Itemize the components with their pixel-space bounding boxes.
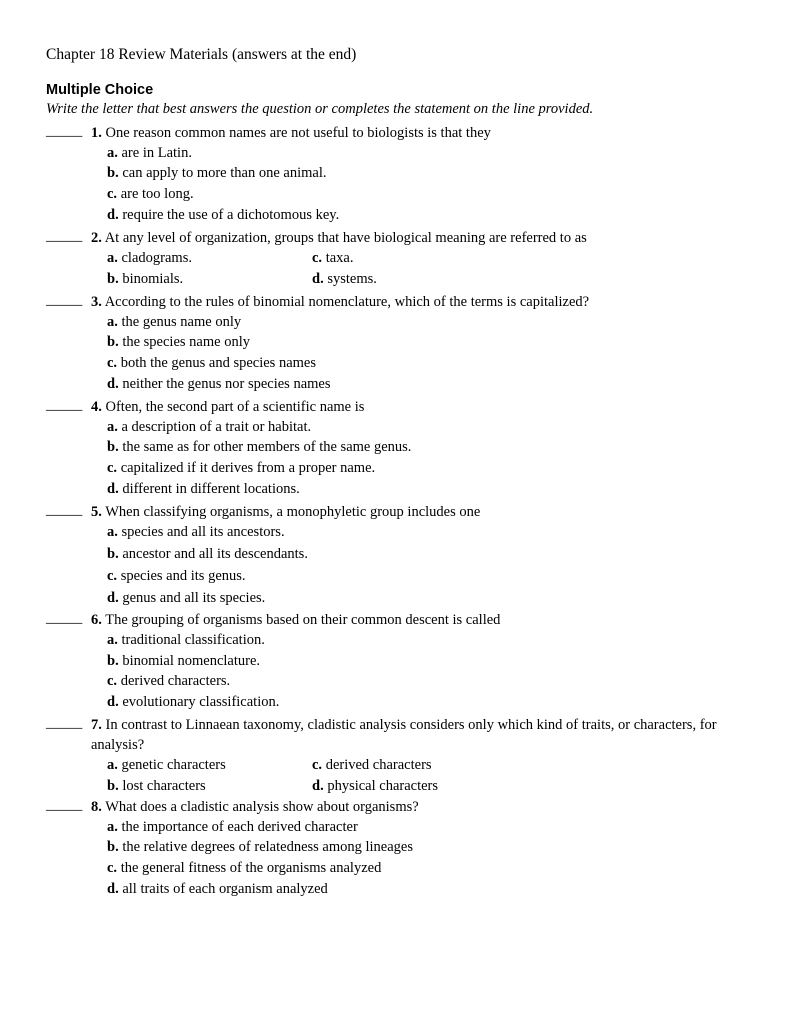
choice-a: a. a description of a trait or habitat.: [107, 419, 312, 435]
choice-b: b. can apply to more than one animal.: [107, 165, 327, 181]
answer-blank[interactable]: _____: [46, 715, 83, 731]
answer-blank[interactable]: _____: [46, 292, 83, 308]
choice-c: c. both the genus and species names: [107, 355, 316, 371]
choice-d: d. neither the genus nor species names: [107, 376, 331, 392]
choice-c: c. are too long.: [107, 186, 194, 202]
choice-d: d. require the use of a dichotomous key.: [107, 207, 340, 223]
question-5: [46, 502, 746, 610]
choice-b: b. the same as for other members of the same genus.: [107, 439, 412, 455]
choice-a: a. traditional classification.: [107, 632, 265, 648]
choice-d: d. all traits of each organism analyzed: [107, 881, 328, 897]
document-title: Chapter 18 Review Materials (answers at the end): [46, 46, 357, 63]
question-stem: According to the rules of binomial nomenclature, which of the terms is capitalized?: [104, 294, 590, 310]
section-heading: Multiple Choice: [46, 82, 154, 98]
answer-blank[interactable]: _____: [46, 797, 83, 813]
question-number: 3.: [91, 294, 102, 310]
choice-a: a. cladograms.: [107, 250, 192, 266]
question-2: [46, 228, 746, 289]
question-number: 1.: [91, 125, 102, 141]
question-4: [46, 397, 746, 499]
question-stem: When classifying organisms, a monophyletic group includes one: [105, 504, 481, 520]
choice-c: c. derived characters: [312, 757, 432, 773]
instructions: Write the letter that best answers the question or completes the statement on the line provided.: [46, 101, 594, 117]
choice-c: c. taxa.: [312, 250, 354, 266]
question-stem: Often, the second part of a scientific name is: [105, 399, 365, 415]
question-number: 6.: [91, 612, 102, 628]
choice-d: d. different in different locations.: [107, 481, 300, 497]
choice-a: a. are in Latin.: [107, 145, 192, 161]
question-stem: One reason common names are not useful to biologists is that they: [105, 125, 491, 141]
choice-c: c. species and its genus.: [107, 568, 246, 584]
choice-b: b. binomials.: [107, 271, 184, 287]
choice-d: d. physical characters: [312, 778, 439, 794]
question-6: [46, 610, 746, 712]
choice-b: b. the species name only: [107, 334, 250, 350]
question-number: 7.: [91, 717, 102, 733]
choice-a: a. the genus name only: [107, 314, 242, 330]
answer-blank[interactable]: _____: [46, 610, 83, 626]
choice-b: b. ancestor and all its descendants.: [107, 546, 308, 562]
choice-b: b. binomial nomenclature.: [107, 653, 261, 669]
choice-d: d. systems.: [312, 271, 377, 287]
answer-blank[interactable]: _____: [46, 228, 83, 244]
choice-d: d. evolutionary classification.: [107, 694, 280, 710]
question-7: [46, 715, 746, 796]
question-3: [46, 292, 746, 394]
choice-c: c. the general fitness of the organisms analyzed: [107, 860, 382, 876]
choice-a: a. genetic characters: [107, 757, 226, 773]
question-stem: At any level of organization, groups that have biological meaning are referred to as: [104, 230, 587, 246]
question-stem: In contrast to Linnaean taxonomy, cladistic analysis considers only which kind of traits, or characters, for analysis?: [91, 717, 717, 753]
question-1: [46, 123, 746, 225]
choice-a: a. the importance of each derived character: [107, 819, 358, 835]
choice-c: c. capitalized if it derives from a proper name.: [107, 460, 376, 476]
answer-blank[interactable]: _____: [46, 123, 83, 139]
answer-blank[interactable]: _____: [46, 397, 83, 413]
answer-blank[interactable]: _____: [46, 502, 83, 518]
question-stem: What does a cladistic analysis show about organisms?: [105, 799, 419, 815]
choice-b: b. the relative degrees of relatedness among lineages: [107, 839, 414, 855]
choice-c: c. derived characters.: [107, 673, 231, 689]
question-stem: The grouping of organisms based on their common descent is called: [105, 612, 501, 628]
choice-a: a. species and all its ancestors.: [107, 524, 285, 540]
choice-b: b. lost characters: [107, 778, 206, 794]
question-number: 8.: [91, 799, 102, 815]
question-number: 5.: [91, 504, 102, 520]
choice-d: d. genus and all its species.: [107, 590, 266, 606]
question-number: 4.: [91, 399, 102, 415]
question-8: [46, 797, 746, 899]
question-number: 2.: [91, 230, 102, 246]
